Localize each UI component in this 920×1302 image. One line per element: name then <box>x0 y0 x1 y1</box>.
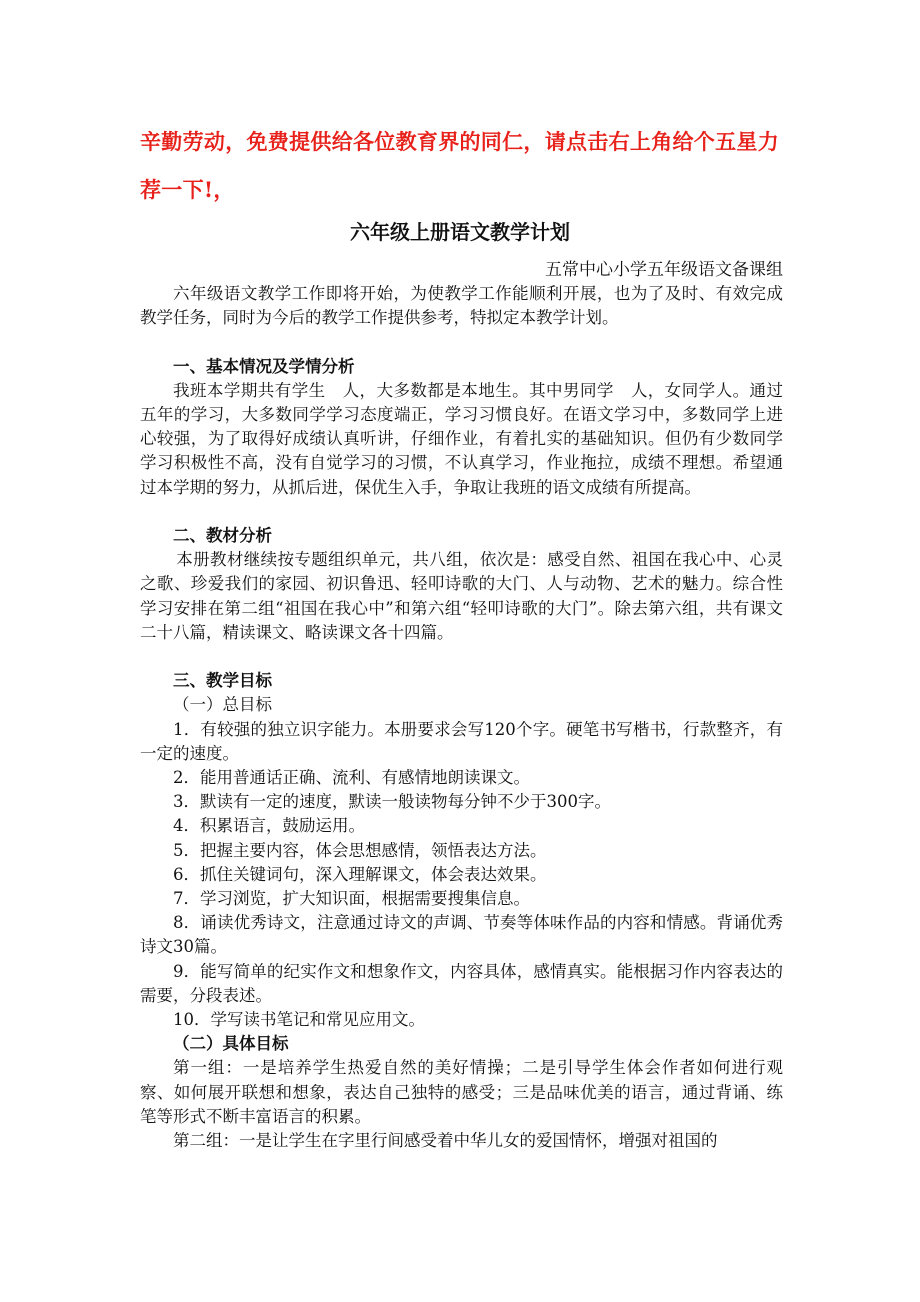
intro-paragraph: 六年级语文教学工作即将开始，为使教学工作能顺利开展，也为了及时、有效完成教学任务，同时为今后的教学工作提供参考，特拟定本教学计划。 <box>140 284 783 328</box>
goal-item: 7．学习浏览，扩大知识面，根据需要搜集信息。 <box>173 889 530 909</box>
promo-banner: 辛勤劳动，免费提供给各位教育界的同仁，请点击右上角给个五星力荐一下!， <box>140 129 779 202</box>
specific-goals-heading: （二）具体目标 <box>173 1034 289 1054</box>
document-title: 六年级上册语文教学计划 <box>350 220 570 244</box>
goal-item: 6．抓住关键词句，深入理解课文，体会表达效果。 <box>173 864 547 884</box>
goal-item: 4．积累语言，鼓励运用。 <box>173 816 365 836</box>
goal-item: 2．能用普通话正确、流利、有感情地朗读课文。 <box>173 768 530 788</box>
section1-heading: 一、基本情况及学情分析 <box>173 356 355 376</box>
general-goals-heading: （一）总目标 <box>173 695 272 715</box>
section3-heading: 三、教学目标 <box>173 671 272 691</box>
goal-item: 9．能写简单的纪实作文和想象作文，内容具体，感情真实。能根据习作内容表达的需要，分段表述。 <box>140 961 783 1005</box>
section2-text: 本册教材继续按专题组织单元，共八组，依次是：感受自然、祖国在我心中、心灵之歌、珍爱我们的家园、初识鲁迅、轻叩诗歌的大门、人与动物、艺术的魅力。综合性学习安排在第二组“祖国在我心中”和第六组“轻叩诗歌的大门”。除去第六组，共有课文二十八篇，精读课文、略读课文各十四篇。 <box>140 550 783 642</box>
section2-heading: 二、教材分析 <box>173 526 272 545</box>
goal-item: 1．有较强的独立识字能力。本册要求会写120个字。硬笔书写楷书，行款整齐，有一定的速度。 <box>140 719 783 763</box>
goal-item: 3．默读有一定的速度，默读一般读物每分钟不少于300字。 <box>173 792 611 812</box>
group1-goals: 第一组：一是培养学生热爱自然的美好情操；二是引导学生体会作者如何进行观察、如何展开联想和想象，表达自己独特的感受；三是品味优美的语言，通过背诵、练笔等形式不断丰富语言的积累。 <box>140 1058 783 1126</box>
author-line: 五常中心小学五年级语文备课组 <box>545 260 783 280</box>
goal-item: 5．把握主要内容，体会思想感情，领悟表达方法。 <box>173 840 547 860</box>
group2-goals: 第二组：一是让学生在字里行间感受着中华儿女的爱国情怀，增强对祖国的 <box>173 1131 718 1151</box>
goal-item: 10．学写读书笔记和常见应用文。 <box>173 1010 425 1030</box>
goal-item: 8．诵读优秀诗文，注意通过诗文的声调、节奏等体味作品的内容和情感。背诵优秀诗文30篇。 <box>140 913 783 957</box>
section1-text: 我班本学期共有学生 人，大多数都是本地生。其中男同学 人，女同学人。通过五年的学习，大多数同学学习态度端正，学习习惯良好。在语文学习中，多数同学上进心较强，为了取得好成绩认真听讲，仔细作业，有着扎实的基础知识。但仍有少数同学学习积极性不高，没有自觉学习的习惯，不认真学习，作业拖拉，成绩不理想。希望通过本学期的努力，从抓后进，保优生入手，争取让我班的语文成绩有所提高。 <box>140 380 783 497</box>
document-body <box>140 282 783 1153</box>
